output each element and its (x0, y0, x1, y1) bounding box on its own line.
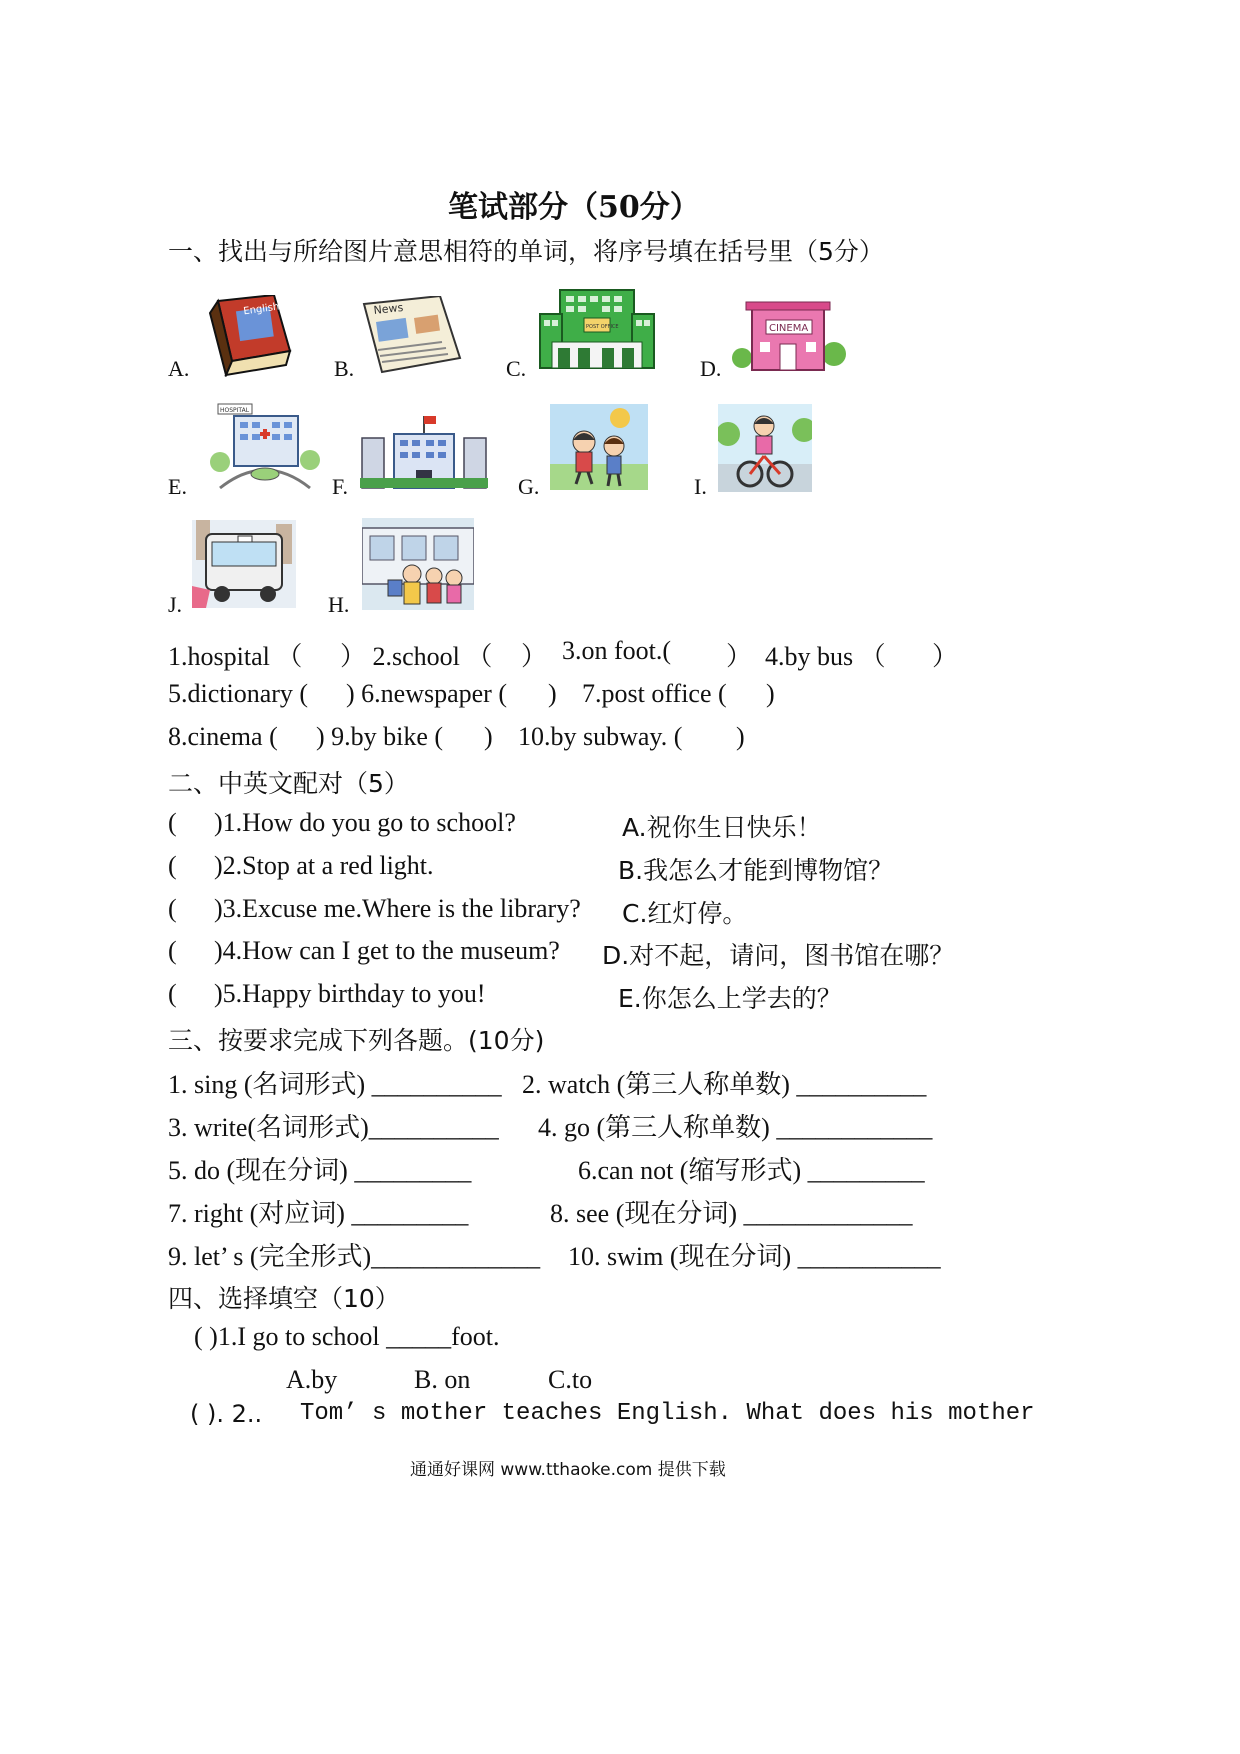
post-office-icon (538, 288, 656, 372)
newspaper-icon (362, 296, 462, 376)
picture-label-j: J. (168, 592, 183, 617)
dictionary-book-icon (204, 295, 292, 377)
match-item-3-open: ( (168, 894, 177, 923)
word-row-1-c: ） (521, 642, 548, 671)
match-item-2-cn: B.我怎么才能到博物馆？ (618, 856, 894, 885)
picture-label-d: D. (700, 356, 722, 381)
form-item-1: 1. sing (名词形式) __________ (168, 1070, 502, 1099)
picture-label-e: E. (168, 474, 187, 499)
form-item-8: 8. see (现在分词) _____________ (550, 1199, 913, 1228)
form-item-4: 4. go (第三人称单数) ____________ (538, 1113, 933, 1142)
hospital-icon (210, 402, 320, 492)
word-row-1-e: ） (726, 642, 753, 671)
word-row-1-b: ） 2.school （ (340, 642, 493, 671)
book-cover-text: English (242, 301, 280, 318)
match-item-1-open: ( (168, 808, 177, 837)
choice-option-a: A.by (286, 1365, 338, 1394)
word-row-3-c: ) (484, 722, 493, 751)
match-item-5-en: )5.Happy birthday to you! (214, 979, 486, 1008)
word-row-2-c: ) (548, 679, 557, 708)
picture-label-g: G. (518, 474, 540, 499)
word-row-1-a: 1.hospital （ (168, 642, 303, 671)
match-item-5-open: ( (168, 979, 177, 1008)
picture-label-c: C. (506, 356, 527, 381)
section4-heading: 四、选择填空（10） (168, 1284, 400, 1313)
match-item-3-cn: C.红灯停。 (622, 899, 748, 928)
word-row-2-e: ) (766, 679, 775, 708)
picture-label-f: F. (332, 474, 348, 499)
word-row-3-d: 10.by subway. ( (518, 722, 683, 751)
section3-heading: 三、按要求完成下列各题。(10分) (168, 1026, 545, 1055)
cinema-icon (730, 292, 846, 372)
word-row-3-b: ) 9.by bike ( (316, 722, 444, 751)
choice-question-1: ( )1.I go to school _____foot. (194, 1322, 500, 1351)
word-row-2-b: ) 6.newspaper ( (346, 679, 507, 708)
form-item-6: 6.can not (缩写形式) _________ (578, 1156, 925, 1185)
word-row-2-a: 5.dictionary ( (168, 679, 309, 708)
form-item-9: 9. let’ s (完全形式)_____________ (168, 1242, 541, 1271)
newspaper-text: News (372, 300, 404, 317)
match-item-1-en: )1.How do you go to school? (214, 808, 516, 837)
hospital-sign: HOSPITAL (220, 407, 250, 414)
match-item-4-open: ( (168, 936, 177, 965)
match-item-3-en: )3.Excuse me.Where is the library? (214, 894, 581, 923)
subway-kids-icon (362, 518, 474, 610)
choice-question-2-text: Tom’ s mother teaches English. What does his mother (300, 1400, 1035, 1427)
picture-label-a: A. (168, 356, 190, 381)
choice-option-b: B. on (414, 1365, 471, 1394)
choice-question-2-prefix: ( ). 2.. (190, 1400, 263, 1428)
word-row-1-f: 4.by bus （ (765, 642, 886, 671)
match-item-2-en: )2.Stop at a red light. (214, 851, 434, 880)
word-row-1-g: ） (932, 642, 959, 671)
choice-option-c: C.to (548, 1365, 593, 1394)
form-item-10: 10. swim (现在分词) ___________ (568, 1242, 941, 1271)
post-office-sign: POST OFFICE (586, 324, 619, 330)
match-item-5-cn: E.你怎么上学去的？ (618, 984, 842, 1013)
word-row-2-d: 7.post office ( (582, 679, 727, 708)
section1-heading: 一、找出与所给图片意思相符的单词，将序号填在括号里（5分） (168, 237, 884, 266)
word-row-3-e: ) (736, 722, 745, 751)
girl-on-bike-icon (718, 404, 812, 492)
school-icon (360, 416, 488, 490)
form-item-5: 5. do (现在分词) _________ (168, 1156, 472, 1185)
page-title: 笔试部分（50分） (448, 190, 700, 225)
bus-icon (192, 520, 296, 608)
form-item-2: 2. watch (第三人称单数) __________ (522, 1070, 927, 1099)
word-row-1-d: 3.on foot.( (562, 636, 672, 665)
picture-label-b: B. (334, 356, 355, 381)
match-item-4-cn: D.对不起，请问，图书馆在哪？ (602, 941, 955, 970)
picture-label-i: I. (694, 474, 707, 499)
match-item-1-cn: A.祝你生日快乐！ (622, 813, 822, 842)
page-footer: 通通好课网 www.tthaoke.com 提供下载 (410, 1460, 726, 1480)
cinema-sign: CINEMA (769, 323, 809, 334)
section2-heading: 二、中英文配对（5） (168, 769, 409, 798)
match-item-2-open: ( (168, 851, 177, 880)
form-item-7: 7. right (对应词) _________ (168, 1199, 469, 1228)
walking-kids-icon (550, 404, 648, 490)
picture-label-h: H. (328, 592, 350, 617)
word-row-3-a: 8.cinema ( (168, 722, 278, 751)
form-item-3: 3. write(名词形式)__________ (168, 1113, 499, 1142)
match-item-4-en: )4.How can I get to the museum? (214, 936, 560, 965)
